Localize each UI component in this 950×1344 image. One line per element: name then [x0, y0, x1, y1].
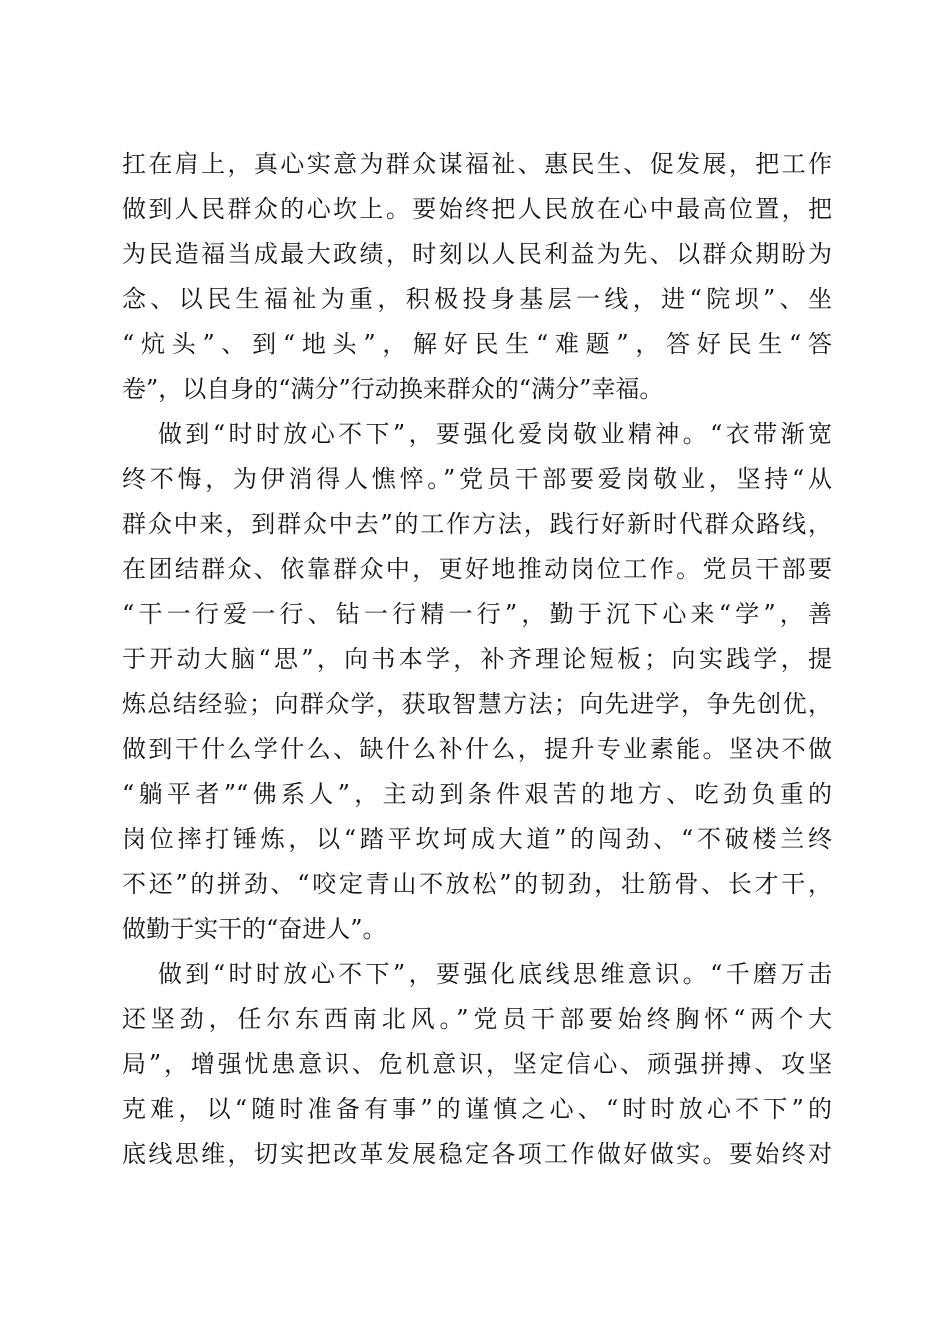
text-line: “炕头”、到“地头”，解好民生“难题”，答好民生“答: [122, 330, 832, 358]
text-line: 念、以民生福祉为重，积极投身基层一线，进“院坝”、坐: [122, 285, 832, 313]
text-line: 底线思维，切实把改革发展稳定各项工作做好做实。要始终对: [122, 1140, 832, 1168]
text-line: 为民造福当成最大政绩，时刻以人民利益为先、以群众期盼为: [122, 240, 832, 268]
text-line: 做到人民群众的心坎上。要始终把人民放在心中最高位置，把: [122, 195, 832, 223]
text-line: 做勤于实干的“奋进人”。: [122, 915, 387, 943]
paragraph-start-line: 做到“时时放心不下”，要强化底线思维意识。“千磨万击: [158, 960, 832, 988]
text-line: 克难，以“随时准备有事”的谨慎之心、“时时放心不下”的: [122, 1095, 832, 1123]
text-line: 岗位摔打锤炼，以“踏平坎坷成大道”的闯劲、“不破楼兰终: [122, 825, 832, 853]
text-line: 卷”，以自身的“满分”行动换来群众的“满分”幸福。: [122, 375, 664, 403]
text-line: 群众中来，到群众中去”的工作方法，践行好新时代群众路线，: [122, 510, 832, 538]
text-line: “干一行爱一行、钻一行精一行”，勤于沉下心来“学”，善: [122, 600, 832, 628]
text-line: 不还”的拼劲、“咬定青山不放松”的韧劲，壮筋骨、长才干，: [122, 870, 832, 898]
text-line: 在团结群众、依靠群众中，更好地推动岗位工作。党员干部要: [122, 555, 832, 583]
body-text: [122, 142, 832, 1177]
text-line: “躺平者”“佛系人”，主动到条件艰苦的地方、吃劲负重的: [122, 780, 832, 808]
text-line: 局”，增强忧患意识、危机意识，坚定信心、顽强拼搏、攻坚: [122, 1050, 832, 1078]
text-line: 于开动大脑“思”，向书本学，补齐理论短板；向实践学，提: [122, 645, 832, 673]
text-line: 终不悔，为伊消得人憔悴。”党员干部要爱岗敬业，坚持“从: [122, 465, 832, 493]
text-line: 还坚劲，任尔东西南北风。”党员干部要始终胸怀“两个大: [122, 1005, 832, 1033]
paragraph-start-line: 做到“时时放心不下”，要强化爱岗敬业精神。“衣带渐宽: [158, 420, 832, 448]
text-line: 扛在肩上，真心实意为群众谋福祉、惠民生、促发展，把工作: [122, 150, 832, 178]
text-line: 炼总结经验；向群众学，获取智慧方法；向先进学，争先创优，: [122, 690, 832, 718]
text-line: 做到干什么学什么、缺什么补什么，提升专业素能。坚决不做: [122, 735, 832, 763]
